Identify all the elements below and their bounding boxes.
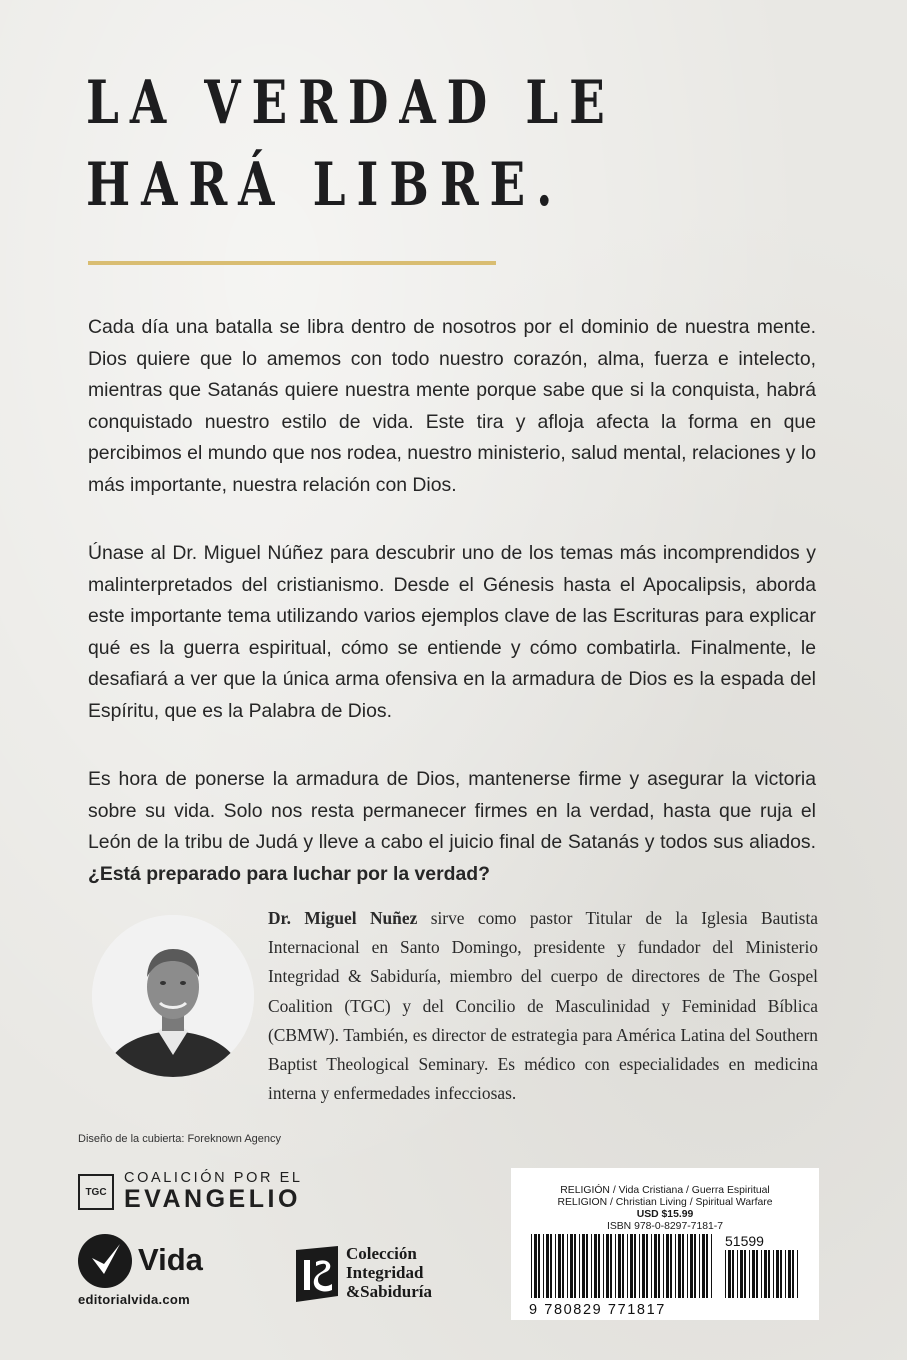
price: USD $15.99 [636, 1209, 694, 1220]
body-paragraph-3 [88, 764, 816, 890]
author-name: Dr. Miguel Nuñez [268, 908, 418, 928]
gold-divider [88, 261, 496, 265]
headline-line-1: LA VERDAD LE [86, 68, 616, 138]
barcode-addon-digits: 51599 [725, 1233, 764, 1249]
vida-check-icon [78, 1234, 132, 1288]
coleccion-logo [294, 1240, 454, 1306]
coleccion-text [346, 1244, 432, 1301]
barcode-ean-digits: 9 780829 771817 [529, 1302, 666, 1316]
category-spanish: RELIGIÓN / Vida Cristiana / Guerra Espiritual [560, 1185, 770, 1196]
headline-line-2: HARÁ LIBRE. [86, 150, 564, 220]
coleccion-line-2: Integridad [346, 1263, 424, 1282]
tgc-mark: TGC [78, 1174, 114, 1210]
barcode [527, 1226, 803, 1316]
cover-design-credit: Diseño de la cubierta: Foreknown Agency [78, 1133, 282, 1145]
tgc-logo [78, 1170, 358, 1214]
author-bio-text: sirve como pastor Titular de la Iglesia Bautista Internacional en Santo Domingo, presidente y fundador del Ministerio Integridad & Sabiduría, miembro del cuerpo de directores de The Gospel Coalition (TGC) y del Concilio de Masculinidad y Feminidad Bíblica (CBMW). También, es director de estrategia para América Latina del Southern Baptist Theological Seminary. Es médico con especialidades en medicina interna y enfermedades infecciosas. [268, 908, 818, 1104]
vida-logo [78, 1234, 238, 1312]
author-photo [92, 915, 254, 1077]
body-paragraph-1: Cada día una batalla se libra dentro de nosotros por el dominio de nuestra mente. Dios quiere que lo amemos con todo nuestro corazón, alma, fuerza e intelecto, mientras que Satanás quiere nuestra mente porque sabe que si la conquista, habrá conquistado nuestro estilo de vida. Este tira y afloja afecta la forma en que percibimos el mundo que nos rodea, nuestro ministerio, salud mental, relaciones y lo más importante, nuestra relación con Dios. [88, 316, 816, 496]
headline [86, 62, 679, 226]
coleccion-line-3: &Sabiduría [346, 1282, 432, 1301]
tgc-line-1: COALICIÓN POR EL [124, 1170, 303, 1186]
coleccion-mark-icon [294, 1244, 340, 1304]
body-paragraph-2: Únase al Dr. Miguel Núñez para descubrir uno de los temas más incomprendidos y malinterpretados del cristianismo. Desde el Génesis hasta el Apocalipsis, aborda este importante tema utilizando varios ejemplos clave de las Escrituras para explicar qué es la guerra espiritual, cómo se entiende y cómo combatirla. Finalmente, le desafiará a ver que la única arma ofensiva en la armadura de Dios es la espada del Espíritu, que es la Palabra de Dios. [88, 542, 816, 722]
isbn: ISBN 978-0-8297-7181-7 [606, 1221, 724, 1232]
body-paragraph-3-text: Es hora de ponerse la armadura de Dios, mantenerse firme y asegurar la victoria sobre su vida. Solo nos resta permanecer firmes en la verdad, hasta que ruja el León de la tribu de Judá y lleve a cabo el juicio final de Satanás y todos sus aliados. [88, 768, 816, 853]
vida-wordmark: Vida [138, 1242, 203, 1277]
coleccion-line-1: Colección [346, 1244, 417, 1263]
tgc-line-2: EVANGELIO [124, 1185, 301, 1213]
vida-url: editorialvida.com [78, 1292, 191, 1307]
category-english: RELIGION / Christian Living / Spiritual Warfare [557, 1197, 773, 1208]
author-bio [268, 904, 818, 1108]
call-to-action: ¿Está preparado para luchar por la verdad? [88, 862, 490, 885]
barcode-panel [511, 1168, 819, 1320]
